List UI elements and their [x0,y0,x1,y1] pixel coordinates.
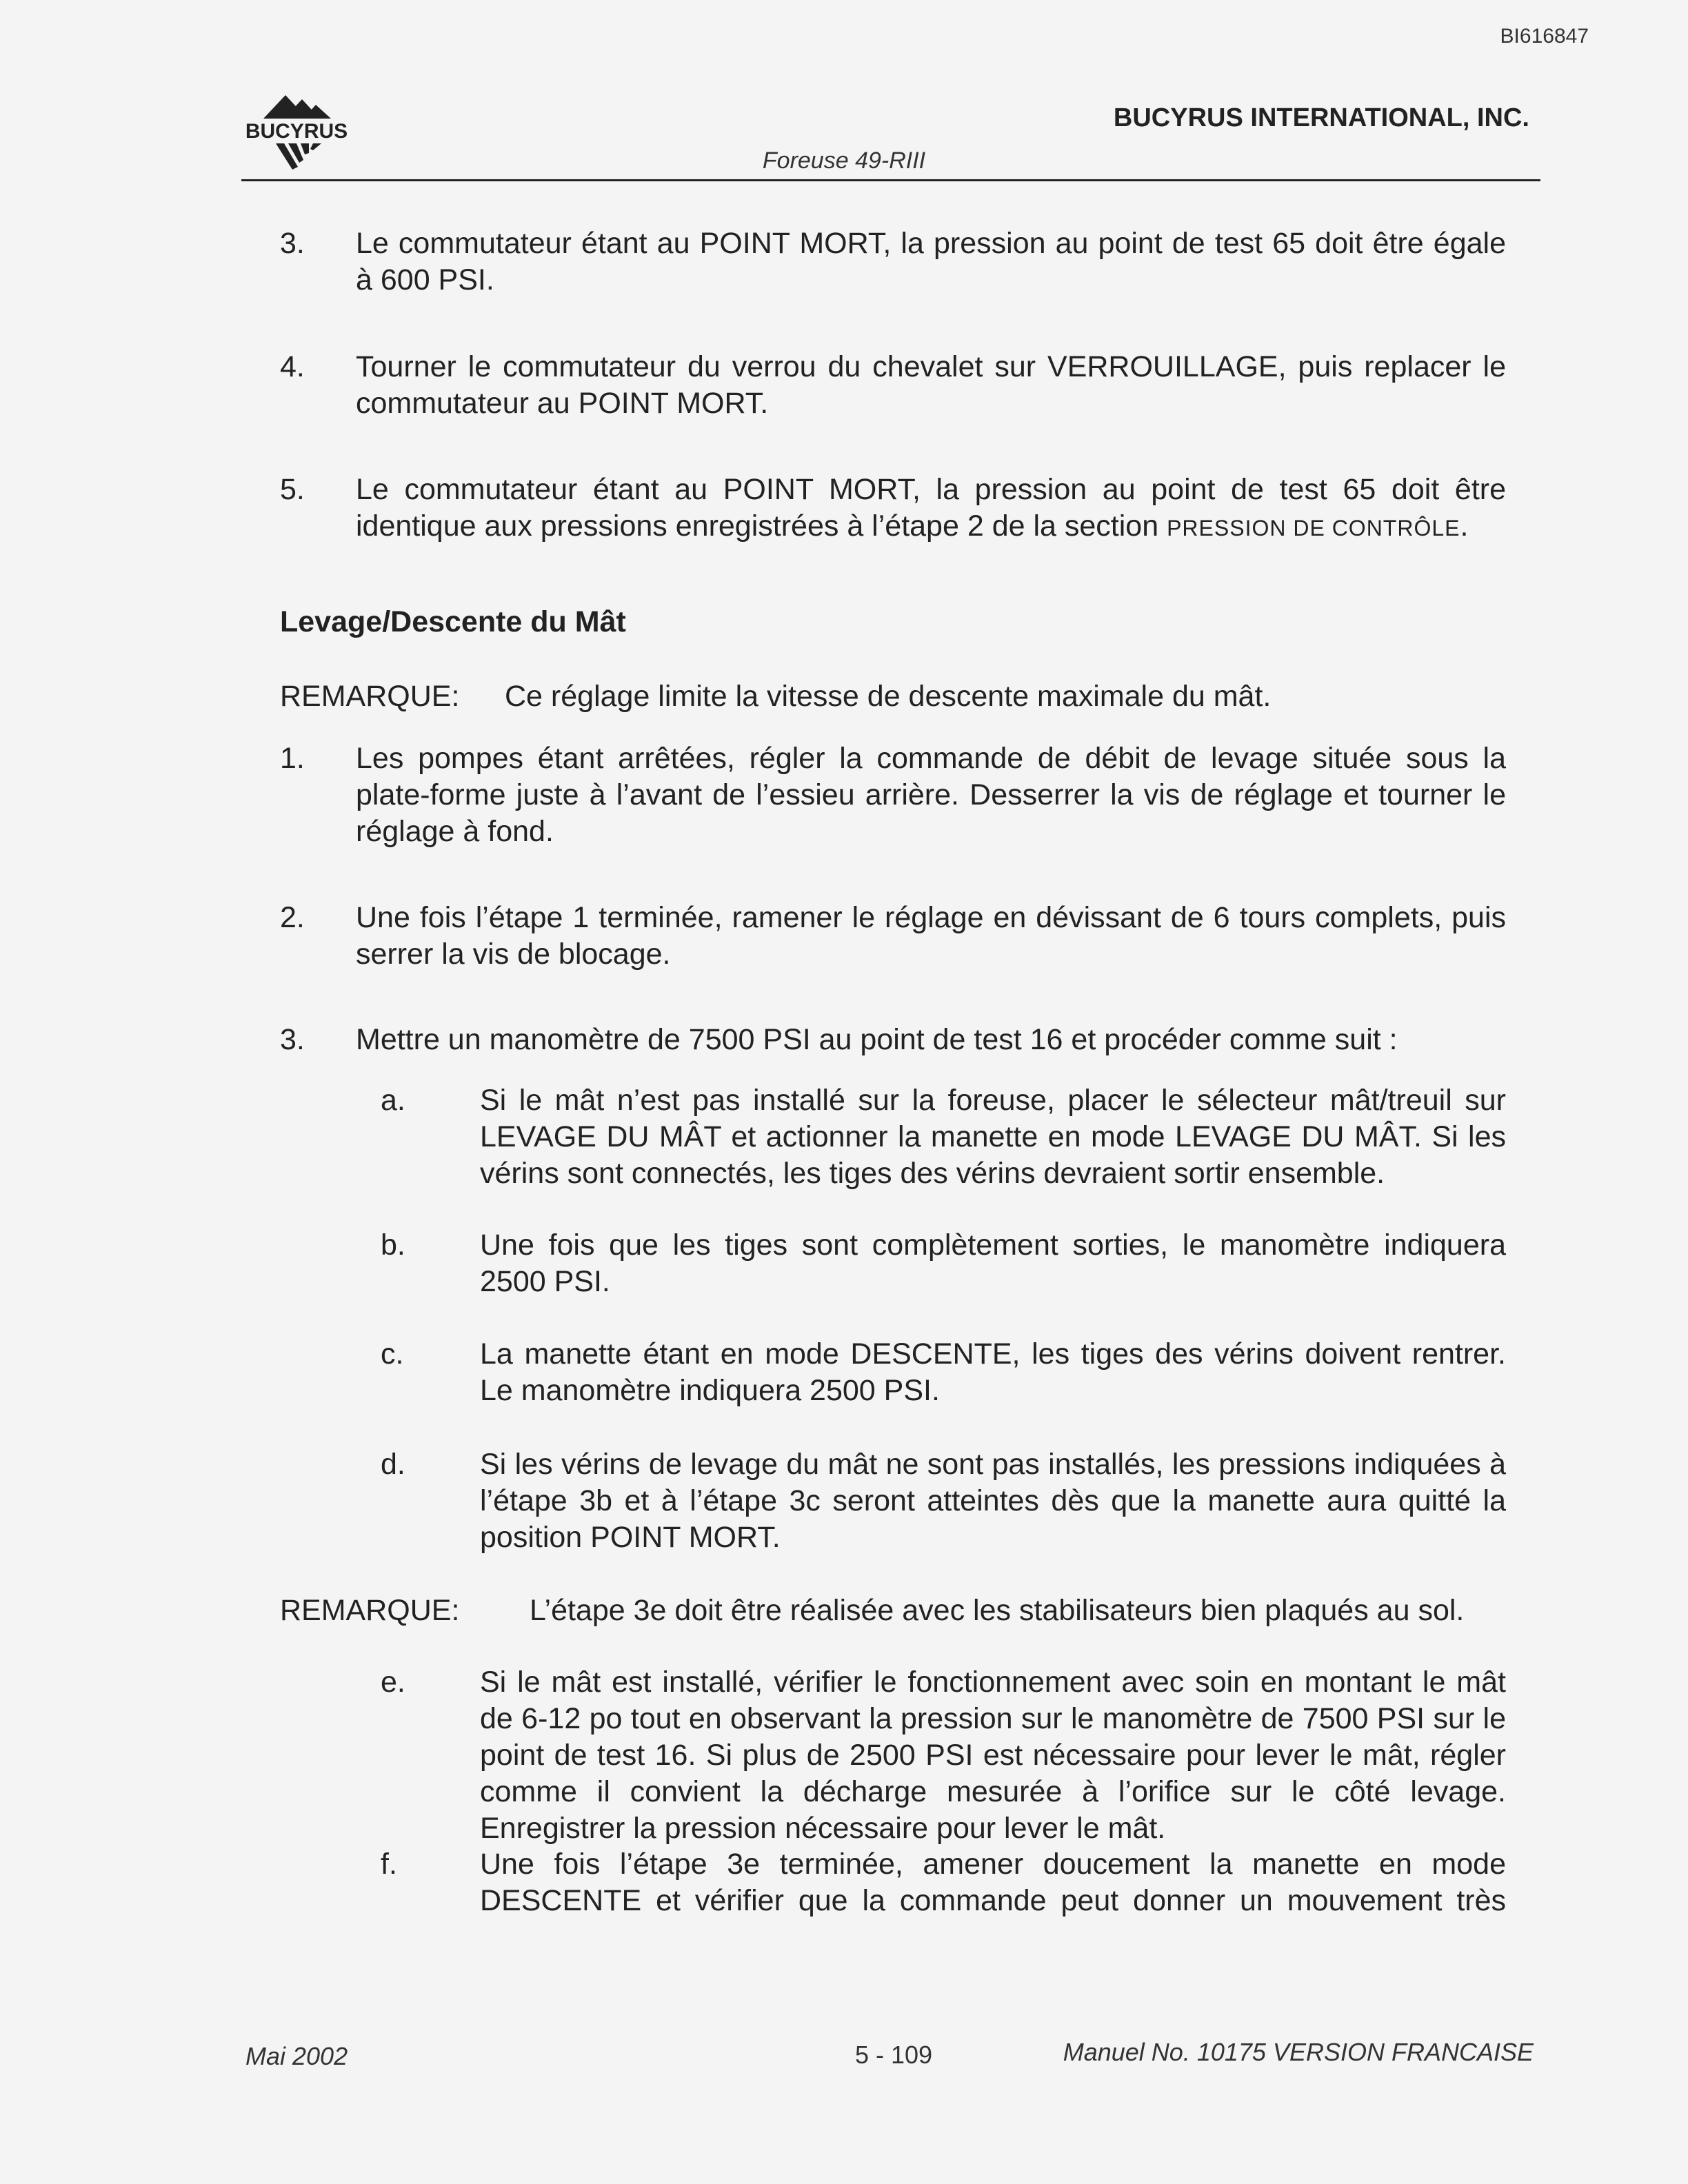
substep-text: La manette étant en mode DESCENTE, les tiges des vérins doivent rentrer. Le manomètre indiquera 2500 PSI. [480,1337,1506,1407]
header-rule [241,179,1540,181]
manual-number: Manuel No. 10175 VERSION FRANCAISE [1063,2038,1534,2066]
substep-letter: e. [381,1666,405,1699]
document-subtitle: Foreuse 49-RIII [762,148,926,174]
step-text: Mettre un manomètre de 7500 PSI au point de test 16 et procéder comme suit : [356,1023,1398,1056]
section-reference: PRESSION DE CONTRÔLE [1167,516,1460,540]
substep-text: Si le mât n’est pas installé sur la foreuse, placer le sélecteur mât/treuil sur LEVAGE DU MÂT et actionner la manette en mode LEVAGE DU MÂT. Si les vérins sont connectés, les tiges des vérins devraient sortir ensemble. [480,1084,1506,1190]
step-number: 1. [280,742,305,775]
substep-text: Si les vérins de levage du mât ne sont pas installés, les pressions indiquées à l’étape 3b et à l’étape 3c seront atteintes dès que la manette aura quitté la position POINT MORT. [480,1448,1506,1554]
step-text: Une fois l’étape 1 terminée, ramener le réglage en dévissant de 6 tours complets, puis serrer la vis de blocage. [356,901,1506,971]
note-label: REMARQUE: [280,1594,460,1627]
document-id: BI616847 [1500,25,1589,48]
substep-letter: b. [381,1228,405,1262]
substep-letter: f. [381,1848,397,1881]
step-number: 3. [280,227,305,260]
step-text: Le commutateur étant au POINT MORT, la pression au point de test 65 doit être égale à 600 PSI. [356,227,1506,296]
section-heading: Levage/Descente du Mât [280,605,626,638]
note-text: Ce réglage limite la vitesse de descente maximale du mât. [505,680,1272,713]
note-text: L’étape 3e doit être réalisée avec les stabilisateurs bien plaqués au sol. [530,1594,1465,1627]
step-text-main: Le commutateur étant au POINT MORT, la pression au point de test 65 doit être identique aux pressions enregistrées à l’étape 2 de la section [356,473,1506,543]
logo-wordmark: BUCYRUS [245,120,348,143]
substep-letter: d. [381,1448,405,1481]
step-number: 4. [280,350,305,383]
company-name: BUCYRUS INTERNATIONAL, INC. [1113,103,1529,132]
step-text-tail: . [1460,509,1469,543]
substep-letter: c. [381,1337,404,1371]
step-number: 3. [280,1023,305,1056]
substep-text: Si le mât est installé, vérifier le fonctionnement avec soin en montant le mât de 6-12 po tout en observant la pression sur le manomètre de 7500 PSI sur le point de test 16. Si plus de 2500 PSI est nécessaire pour lever le mât, régler comme il convient la décharge mesurée à l’orifice sur le côté levage. Enregistrer la pression nécessaire pour lever le mât. [480,1666,1506,1845]
step-text [356,472,1506,547]
step-text: Tourner le commutateur du verrou du chevalet sur VERROUILLAGE, puis replacer le commutateur au POINT MORT. [356,350,1506,420]
substep-letter: a. [381,1084,405,1117]
footer-date: Mai 2002 [245,2042,348,2070]
step-number: 5. [280,473,305,506]
step-number: 2. [280,901,305,934]
page-number: 5 - 109 [854,2041,933,2069]
note-label: REMARQUE: [280,680,460,713]
step-text: Les pompes étant arrêtées, régler la commande de débit de levage située sous la plate-forme juste à l’avant de l’essieu arrière. Desserrer la vis de réglage et tourner le réglage à fond. [356,742,1506,848]
substep-text: Une fois que les tiges sont complètement sorties, le manomètre indiquera 2500 PSI. [480,1228,1506,1298]
substep-text: Une fois l’étape 3e terminée, amener doucement la manette en mode DESCENTE et vérifier que la commande peut donner un mouvement très [480,1848,1506,1917]
